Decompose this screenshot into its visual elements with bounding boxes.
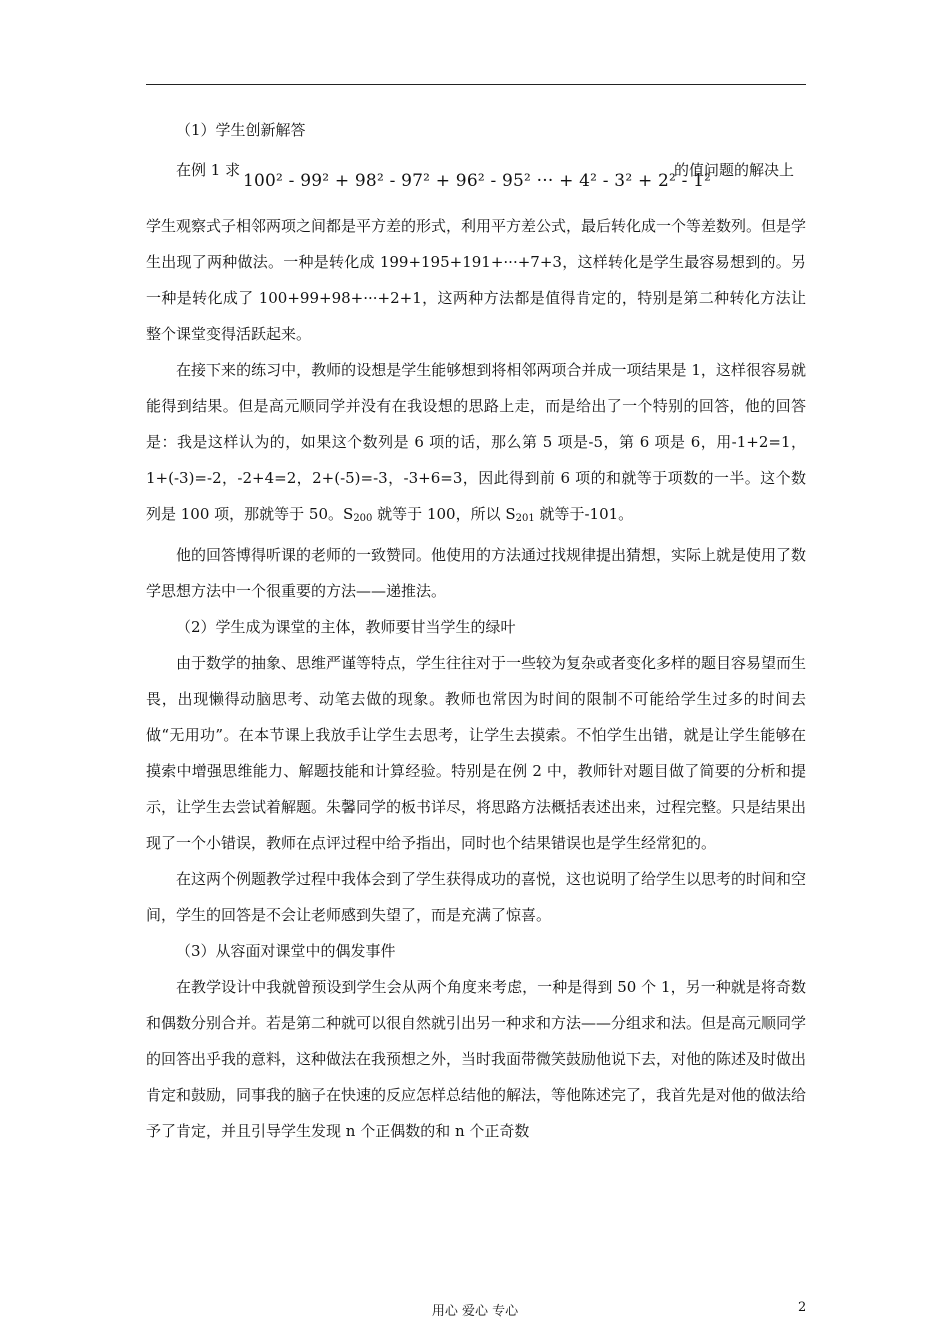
s201-symbol: $S_{201}$ xyxy=(505,505,535,524)
alternating-squares-formula xyxy=(243,166,711,196)
footer-motto: 用心 爱心 专心 xyxy=(431,1304,519,1319)
example-1-intro-tail: 的值问题的解决上 xyxy=(674,161,795,179)
section-1-heading: （1）学生创新解答 xyxy=(176,121,306,139)
formula-text: 100² - 99² + 98² - 97² + 96² - 95² ··· + 4² - 3² + 2² - 1² xyxy=(243,171,712,191)
document-body xyxy=(146,112,806,1149)
section-2-paragraph-2: 在这两个例题教学过程中我体会到了学生获得成功的喜悦，这也说明了给学生以思考的时间和空间，学生的回答是不会让老师感到失望了，而是充满了惊喜。 xyxy=(146,870,807,924)
example-1-intro: 在例 1 求 xyxy=(176,161,241,179)
section-2-heading: （2）学生成为课堂的主体，教师要甘当学生的绿叶 xyxy=(176,618,516,636)
section-2-paragraph-1: 由于数学的抽象、思维严谨等特点，学生往往对于一些较为复杂或者变化多样的题目容易望而生畏，出现懒得动脑思考、动笔去做的现象。教师也常因为时间的限制不可能给学生过多的时间去做“无用功”。在本节课上我放手让学生去思考，让学生去摸索。不怕学生出错，就是让学生能够在摸索中增强思维能力、解题技能和计算经验。特别是在例 2 中，教师针对题目做了简要的分析和提示，让学生去尝试着解题。朱馨同学的板书详尽，将思路方法概括表述出来，过程完整。只是结果出现了一个小错误，教师在点评过程中给予指出，同时也个结果错误也是学生经常犯的。 xyxy=(146,654,807,852)
section-1-paragraph-2: 在接下来的练习中，教师的设想是学生能够想到将相邻两项合并成一项结果是 1，这样很容易就能得到结果。但是高元顺同学并没有在我设想的思路上走，而是给出了一个特别的回答，他的回答是：我是这样认为的，如果这个数列是 6 项的话，那么第 5 项是-5，第 6 项是 6，用-1+2=1，1+(-3)=-2，-2+4=2，2+(-5)=-3，-3+6=3，因此得到前 6 项的和就等于项数的一半。这个数列是 100 项，那就等于 50。$S_{200}$ 就等于 100，所以 $S_{201}$ 就等于-101。 xyxy=(146,361,806,524)
section-1-paragraph-3: 他的回答博得听课的老师的一致赞同。他使用的方法通过找规律提出猜想，实际上就是使用了数学思想方法中一个很重要的方法——递推法。 xyxy=(146,546,807,600)
page-number: 2 xyxy=(798,1300,807,1315)
section-3-heading: （3）从容面对课堂中的偶发事件 xyxy=(176,942,396,960)
example-1-line xyxy=(146,152,806,208)
s200-symbol: $S_{200}$ xyxy=(343,505,373,524)
header-rule xyxy=(146,84,806,85)
section-3-paragraph-1: 在教学设计中我就曾预设到学生会从两个角度来考虑，一种是得到 50 个 1，另一种就是将奇数和偶数分别合并。若是第二种就可以很自然就引出另一种求和方法——分组求和法。但是高元顺同学的回答出乎我的意料，这种做法在我预想之外，当时我面带微笑鼓励他说下去，对他的陈述及时做出肯定和鼓励，同事我的脑子在快速的反应怎样总结他的解法，等他陈述完了，我首先是对他的做法给予了肯定，并且引导学生发现 n 个正偶数的和 n 个正奇数 xyxy=(146,978,807,1140)
section-1-paragraph-1: 学生观察式子相邻两项之间都是平方差的形式，利用平方差公式，最后转化成一个等差数列。但是学生出现了两种做法。一种是转化成 199+195+191+···+7+3，这样转化是学生最容易想到的。另一种是转化成了 100+99+98+···+2+1，这两种方法都是值得肯定的，特别是第二种转化方法让整个课堂变得活跃起来。 xyxy=(146,217,807,343)
